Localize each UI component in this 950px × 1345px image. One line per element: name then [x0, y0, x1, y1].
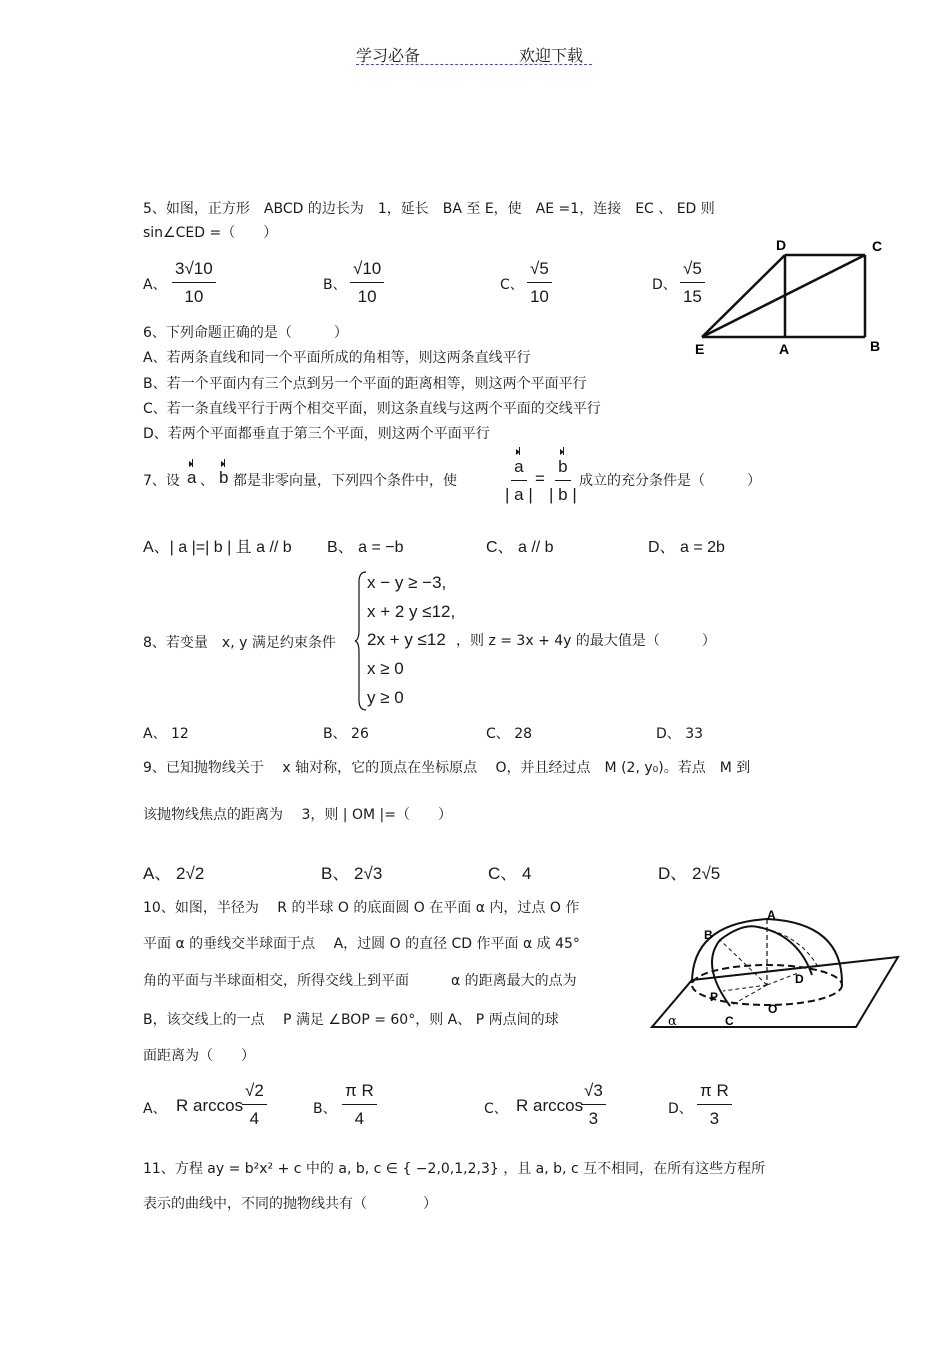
q8-option-c: C、 28 [486, 726, 533, 742]
numerator: π R [342, 1080, 377, 1105]
q9-option-c: C、 4 [488, 864, 532, 883]
q8-option-d: D、 33 [656, 726, 704, 742]
header-left: 学习必备 [356, 46, 421, 65]
q10-option-d-fraction [697, 1080, 732, 1130]
numerator: √2 [242, 1080, 267, 1105]
q6-option-b: B、若一个平面内有三个点到另一个平面的距离相等，则这两个平面平行 [143, 376, 587, 392]
numerator [555, 456, 570, 481]
q10-line1: 10、如图，半径为 R 的半球 O 的底面圆 O 在平面 α 内，过点 O 作 [143, 900, 580, 916]
numerator: √5 [680, 258, 705, 283]
vector-a: a [187, 468, 197, 487]
q7-vector-a [187, 468, 196, 488]
q6-option-a: A、若两条直线和同一个平面所成的角相等，则这两条直线平行 [143, 350, 531, 366]
label-E: E [695, 341, 705, 357]
q6-stem: 6、下列命题正确的是（ ） [143, 325, 348, 341]
label-B: B [870, 338, 881, 354]
label-D: D [795, 972, 804, 986]
denominator: 3 [709, 1109, 720, 1128]
header-right: 欢迎下载 [519, 46, 584, 65]
q5-option-a-fraction [172, 258, 216, 308]
label-A: A [767, 908, 776, 922]
q9-line1: 9、已知抛物线关于 x 轴对称，它的顶点在坐标原点 O，并且经过点 M (2, y₀)。若点 M 到 [143, 760, 751, 776]
vector-a: a [514, 457, 524, 476]
numerator: 3√10 [172, 258, 216, 283]
vector-b: b [558, 457, 568, 476]
q7-option-d: D、 a = 2b [648, 539, 725, 556]
denominator: 15 [682, 287, 702, 306]
q8-prefix: 8、若变量 x, y 满足约束条件 [143, 635, 336, 651]
q9-line2: 该抛物线焦点的距离为 3，则 | OM |=（ ） [143, 807, 452, 823]
q8-constraint-5: y ≥ 0 [367, 688, 404, 707]
q5-option-a-label: A、 [143, 277, 167, 293]
q7-fraction-b [549, 456, 577, 506]
label-D: D [776, 237, 787, 253]
q5-line1: 5、如图，正方形 ABCD 的边长为 1，延长 BA 至 E，使 AE =1，连接 EC 、 ED 则 [143, 201, 715, 217]
label-P: P [710, 990, 719, 1004]
denominator: 10 [529, 287, 549, 306]
q7-suffix: 成立的充分条件是（ ） [579, 473, 761, 489]
label-A: A [779, 341, 790, 357]
numerator: √10 [350, 258, 384, 283]
q5-option-b-label: B、 [323, 277, 347, 293]
denominator: 10 [184, 287, 204, 306]
q10-option-c-label: C、 [484, 1101, 508, 1117]
label-O: O [768, 1002, 778, 1016]
denominator: 4 [354, 1109, 365, 1128]
q7-option-b: B、 a = −b [327, 539, 404, 556]
q7-separator: 、 [200, 473, 214, 489]
numerator: √3 [581, 1080, 606, 1105]
q8-constraint-4: x ≥ 0 [367, 659, 404, 678]
q5-square-figure [690, 235, 900, 360]
denominator: 3 [588, 1109, 599, 1128]
q10-hemisphere-figure [650, 905, 900, 1035]
denominator: 10 [357, 287, 377, 306]
q10-option-a-label: A、 [143, 1101, 167, 1117]
numerator: √5 [527, 258, 552, 283]
q5-option-c-fraction [527, 258, 552, 308]
q5-option-d-label: D、 [652, 277, 677, 293]
q5-line2: sin∠CED =（ ） [143, 225, 278, 241]
q8-constraint-1: x − y ≥ −3, [367, 573, 447, 592]
q8-constraint-3: 2x + y ≤12 [367, 630, 446, 649]
q11-line1: 11、方程 ay = b²x² + c 中的 a, b, c ∈ { −2,0,1,2,3} ，且 a, b, c 互不相同，在所有这些方程所 [143, 1161, 766, 1177]
vector-b: b [219, 468, 229, 487]
numerator: π R [697, 1080, 732, 1105]
label-alpha: α [668, 1014, 677, 1029]
q8-option-b: B、 26 [323, 726, 369, 742]
q7-fraction-a [505, 456, 533, 506]
q9-option-a: A、 2√2 [143, 864, 205, 883]
label-C: C [872, 238, 883, 254]
q7-middle-text: 都是非零向量，下列四个条件中，使 [233, 473, 457, 489]
q8-constraint-2: x + 2 y ≤12, [367, 602, 456, 621]
q10-option-c-fraction [581, 1080, 606, 1130]
q10-option-b-fraction [342, 1080, 377, 1130]
denominator: | a | [505, 485, 533, 504]
q7-option-a: A、| a |=| b | 且 a // b [143, 539, 292, 556]
q7-vector-b [219, 468, 228, 488]
q10-option-b-label: B、 [313, 1101, 337, 1117]
q8-option-a: A、 12 [143, 726, 189, 742]
q7-option-c: C、 a // b [486, 539, 554, 556]
label-B: B [704, 928, 713, 942]
q10-line3: 角的平面与半球面相交，所得交线上到平面 α 的距离最大的点为 [143, 973, 577, 989]
denominator: 4 [249, 1109, 260, 1128]
q9-option-d: D、 2√5 [658, 864, 721, 883]
q11-line2: 表示的曲线中，不同的抛物线共有（ ） [143, 1196, 437, 1212]
q10-line2: 平面 α 的垂线交半球面于点 A，过圆 O 的直径 CD 作平面 α 成 45° [143, 936, 580, 952]
denominator: | b | [549, 485, 577, 504]
q10-option-a-prefix: R arccos [176, 1096, 244, 1115]
q10-option-a-fraction [242, 1080, 267, 1130]
q6-option-d: D、若两个平面都垂直于第三个平面，则这两个平面平行 [143, 426, 490, 442]
label-C: C [725, 1014, 734, 1028]
q9-option-b: B、 2√3 [321, 864, 383, 883]
q10-option-d-label: D、 [668, 1101, 693, 1117]
q6-option-c: C、若一条直线平行于两个相交平面，则这条直线与这两个平面的交线平行 [143, 401, 601, 417]
q10-line4: B，该交线上的一点 P 满足 ∠BOP = 60°，则 A、 P 两点间的球 [143, 1012, 559, 1028]
q10-option-c-prefix: R arccos [516, 1096, 584, 1115]
q10-line5: 面距离为（ ） [143, 1048, 255, 1064]
q5-option-c-label: C、 [500, 277, 524, 293]
q7-prefix: 7、设 [143, 473, 180, 489]
q7-equals: = [535, 469, 545, 488]
q8-brace [354, 570, 368, 712]
numerator [511, 456, 526, 481]
q5-option-b-fraction [350, 258, 384, 308]
q8-suffix: ，则 z = 3x + 4y 的最大值是（ ） [456, 633, 716, 649]
header-dashed-line [356, 64, 592, 65]
